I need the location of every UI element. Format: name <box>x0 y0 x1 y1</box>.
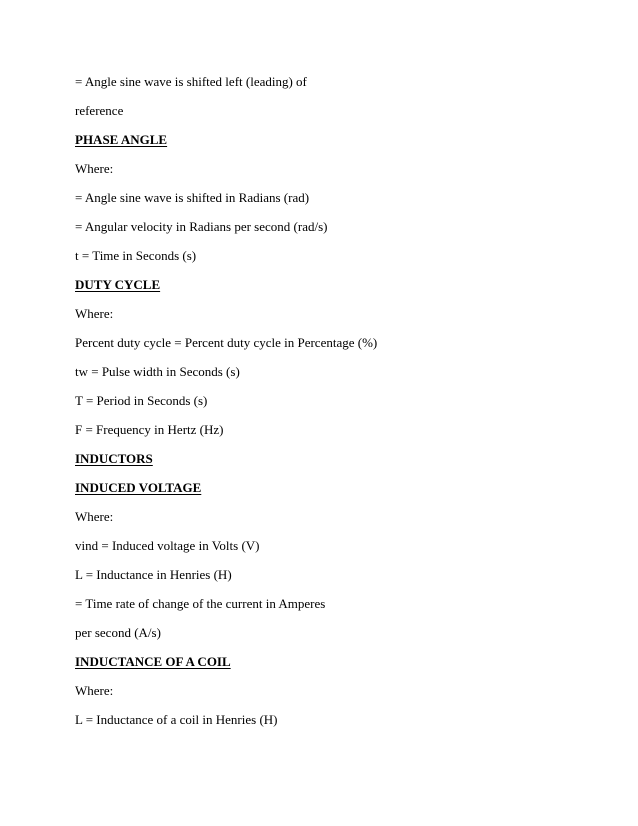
definition-line: Percent duty cycle = Percent duty cycle in Percentage (%) <box>75 335 378 350</box>
definition-line: L = Inductance in Henries (H) <box>75 567 232 582</box>
where-label: Where: <box>75 161 114 176</box>
definition-line: T = Period in Seconds (s) <box>75 393 208 408</box>
definition-line: = Angle sine wave is shifted in Radians (rad) <box>75 190 310 205</box>
where-label: Where: <box>75 306 114 321</box>
definition-line: vind = Induced voltage in Volts (V) <box>75 538 260 553</box>
definition-line: L = Inductance of a coil in Henries (H) <box>75 712 278 727</box>
section-heading: INDUCTORS <box>75 451 153 466</box>
definition-line: = Angular velocity in Radians per second (rad/s) <box>75 219 328 234</box>
where-label: Where: <box>75 509 114 524</box>
section-heading: INDUCED VOLTAGE <box>75 480 202 495</box>
section-heading: PHASE ANGLE <box>75 132 168 147</box>
section-heading: INDUCTANCE OF A COIL <box>75 654 231 669</box>
text-line: = Angle sine wave is shifted left (leading) of <box>75 74 307 89</box>
definition-line: = Time rate of change of the current in Amperes <box>75 596 326 611</box>
definition-line: per second (A/s) <box>75 625 161 640</box>
definition-line: t = Time in Seconds (s) <box>75 248 197 263</box>
text-line: reference <box>75 103 124 118</box>
definition-line: tw = Pulse width in Seconds (s) <box>75 364 240 379</box>
section-heading: DUTY CYCLE <box>75 277 161 292</box>
definition-line: F = Frequency in Hertz (Hz) <box>75 422 224 437</box>
where-label: Where: <box>75 683 114 698</box>
